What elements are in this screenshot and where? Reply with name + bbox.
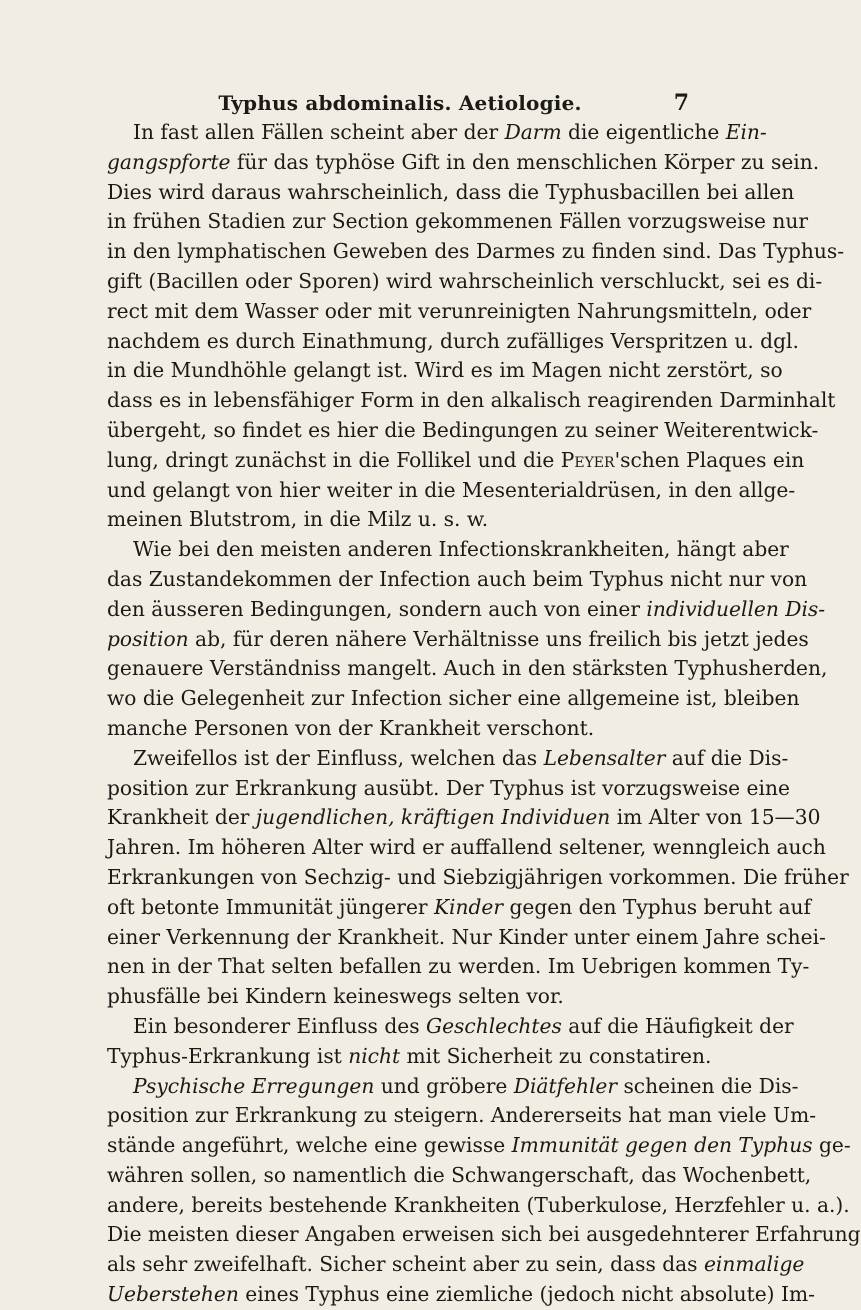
text-line bbox=[107, 774, 790, 804]
text-line bbox=[107, 1101, 817, 1131]
text-line bbox=[107, 1161, 812, 1191]
emphasis-text: Kinder bbox=[433, 894, 504, 919]
text-line bbox=[107, 207, 809, 237]
text-run: Typhus-Erkrankung ist bbox=[107, 1043, 349, 1068]
text-line bbox=[107, 535, 789, 565]
text-run: Wie bei den meisten anderen Infectionskrankheiten, hängt aber bbox=[133, 537, 789, 562]
emphasis-text: Diätfehler bbox=[513, 1073, 618, 1098]
text-run: Dies wird daraus wahrscheinlich, dass die Typhusbacillen bei allen bbox=[107, 179, 795, 204]
text-run: Die meisten dieser Angaben erweisen sich bei ausgedehnterer Erfahrung bbox=[107, 1222, 861, 1247]
text-line bbox=[107, 476, 796, 506]
text-run: Zweifellos ist der Einfluss, welchen das bbox=[133, 745, 544, 770]
emphasis-text: Ein- bbox=[725, 120, 767, 144]
text-line bbox=[107, 1072, 799, 1102]
text-line bbox=[107, 982, 691, 1012]
text-run: einer Verkennung der Krankheit. Nur Kinder unter einem Jahre schei- bbox=[107, 924, 826, 949]
text-line bbox=[107, 714, 691, 744]
emphasis-text: Immunität gegen den Typhus bbox=[511, 1133, 813, 1158]
text-line bbox=[107, 1250, 805, 1280]
emphasis-text: Psychische Erregungen bbox=[133, 1073, 375, 1098]
text-run: Krankheit der bbox=[107, 805, 256, 830]
text-line bbox=[107, 178, 795, 208]
text-run: den äusseren Bedingungen, sondern auch von einer bbox=[107, 596, 647, 621]
text-run: für das typhöse Gift in den menschlichen Körper zu sein. bbox=[230, 149, 820, 174]
text-line bbox=[107, 833, 826, 863]
text-run: nen in der That selten befallen zu werden. Im Uebrigen kommen Ty- bbox=[107, 954, 810, 979]
text-line bbox=[107, 1191, 850, 1221]
text-run: position zur Erkrankung ausübt. Der Typhus ist vorzugsweise eine bbox=[107, 775, 790, 800]
text-run: Erkrankungen von Sechzig- und Siebzigjährigen vorkommen. Die früher bbox=[107, 864, 849, 889]
text-run: in den lymphatischen Geweben des Darmes zu finden sind. Das Typhus- bbox=[107, 239, 845, 264]
emphasis-text: position bbox=[107, 626, 189, 651]
text-run: 'schen Plaques ein bbox=[614, 447, 805, 472]
small-caps-name: Peyer bbox=[560, 447, 615, 472]
text-run: stände angeführt, welche eine gewisse bbox=[107, 1133, 512, 1158]
text-run: wo die Gelegenheit zur Infection sicher eine allgemeine ist, bleiben bbox=[107, 686, 800, 711]
text-run: lung, dringt zunächst in die Follikel und die bbox=[107, 447, 561, 472]
text-run: In fast allen Fällen scheint aber der bbox=[133, 120, 505, 144]
text-run: und gelangt von hier weiter in die Mesenterialdrüsen, in den allge- bbox=[107, 477, 796, 502]
text-run: phusfälle bei Kindern keineswegs selten vor. bbox=[107, 984, 564, 1009]
text-line bbox=[107, 356, 783, 386]
text-line bbox=[107, 684, 800, 714]
text-line bbox=[107, 952, 810, 982]
text-line bbox=[107, 416, 819, 446]
text-line bbox=[107, 237, 845, 267]
text-line bbox=[107, 1042, 712, 1072]
emphasis-text: Ueberstehen bbox=[107, 1282, 239, 1307]
text-run: manche Personen von der Krankheit verschont. bbox=[107, 715, 595, 740]
text-run: in die Mundhöhle gelangt ist. Wird es im Magen nicht zerstört, so bbox=[107, 358, 783, 383]
text-line bbox=[107, 654, 828, 684]
emphasis-text: einmalige bbox=[703, 1252, 805, 1277]
text-run: nachdem es durch Einathmung, durch zufälliges Verspritzen u. dgl. bbox=[107, 328, 799, 353]
text-line bbox=[107, 893, 812, 923]
text-run: position zur Erkrankung zu steigern. Andererseits hat man viele Um- bbox=[107, 1103, 817, 1128]
text-run: auf die Häufigkeit der bbox=[561, 1013, 794, 1038]
running-title: Typhus abdominalis. Aetiologie. bbox=[218, 91, 582, 115]
page-number: 7 bbox=[673, 90, 689, 116]
text-run: Ein besonderer Einfluss des bbox=[133, 1013, 426, 1038]
text-line bbox=[107, 1220, 861, 1250]
text-line bbox=[107, 505, 691, 535]
text-line bbox=[107, 118, 767, 148]
text-run: oft betonte Immunität jüngerer bbox=[107, 894, 434, 919]
text-run: und gröbere bbox=[374, 1073, 514, 1098]
emphasis-text: Geschlechtes bbox=[425, 1013, 562, 1038]
text-run: das Zustandekommen der Infection auch beim Typhus nicht nur von bbox=[107, 566, 808, 591]
text-run: übergeht, so findet es hier die Bedingungen zu seiner Weiterentwick- bbox=[107, 417, 819, 442]
text-run: genauere Verständniss mangelt. Auch in den stärksten Typhusherden, bbox=[107, 656, 828, 681]
text-line bbox=[107, 565, 808, 595]
text-line bbox=[107, 923, 826, 953]
text-line bbox=[107, 595, 826, 625]
text-run: im Alter von 15—30 bbox=[610, 805, 821, 830]
text-line bbox=[107, 803, 821, 833]
text-run: eines Typhus eine ziemliche (jedoch nicht absolute) Im- bbox=[238, 1282, 815, 1307]
emphasis-text: individuellen Dis- bbox=[646, 596, 826, 621]
text-run: scheinen die Dis- bbox=[617, 1073, 799, 1098]
emphasis-text: nicht bbox=[348, 1043, 401, 1068]
text-line bbox=[107, 625, 809, 655]
emphasis-text: jugendlichen, kräftigen Individuen bbox=[255, 805, 611, 830]
emphasis-text: gangspforte bbox=[107, 149, 231, 174]
running-head bbox=[0, 88, 800, 118]
text-line bbox=[107, 446, 805, 476]
text-run: die eigentliche bbox=[561, 120, 726, 144]
text-run: währen sollen, so namentlich die Schwangerschaft, das Wochenbett, bbox=[107, 1162, 812, 1187]
text-run: rect mit dem Wasser oder mit verunreinigten Nahrungsmitteln, oder bbox=[107, 298, 812, 323]
text-run: in frühen Stadien zur Section gekommenen Fällen vorzugsweise nur bbox=[107, 209, 809, 234]
text-run: ab, für deren nähere Verhältnisse uns freilich bis jetzt jedes bbox=[188, 626, 809, 651]
text-run: gegen den Typhus beruht auf bbox=[503, 894, 812, 919]
text-line bbox=[107, 863, 849, 893]
emphasis-text: Darm bbox=[504, 120, 562, 144]
text-run: meinen Blutstrom, in die Milz u. s. w. bbox=[107, 507, 489, 532]
text-line bbox=[107, 327, 799, 357]
text-run: Jahren. Im höheren Alter wird er auffallend seltener, wenngleich auch bbox=[107, 835, 826, 860]
text-run: ge- bbox=[812, 1133, 851, 1158]
text-line bbox=[107, 1012, 794, 1042]
text-line bbox=[107, 267, 823, 297]
text-run: als sehr zweifelhaft. Sicher scheint aber zu sein, dass das bbox=[107, 1252, 704, 1277]
text-run: mit Sicherheit zu constatiren. bbox=[400, 1043, 712, 1068]
text-line bbox=[107, 744, 789, 774]
text-run: andere, bereits bestehende Krankheiten (Tuberkulose, Herzfehler u. a.). bbox=[107, 1192, 850, 1217]
body-text bbox=[107, 118, 861, 1310]
text-run: gift (Bacillen oder Sporen) wird wahrscheinlich verschluckt, sei es di- bbox=[107, 268, 823, 293]
text-line bbox=[107, 148, 820, 178]
text-line bbox=[107, 1131, 851, 1161]
text-run: auf die Dis- bbox=[665, 745, 789, 770]
text-line bbox=[107, 297, 812, 327]
text-line bbox=[107, 1280, 815, 1310]
emphasis-text: Lebensalter bbox=[543, 745, 666, 770]
text-line bbox=[107, 386, 836, 416]
text-run: dass es in lebensfähiger Form in den alkalisch reagirenden Darminhalt bbox=[107, 388, 836, 413]
